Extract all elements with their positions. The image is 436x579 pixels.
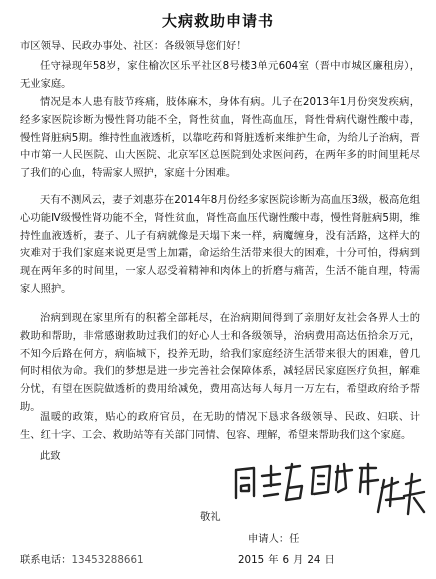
date-month-label: 月 — [293, 554, 304, 566]
contact-label: 联系电话： — [20, 554, 72, 566]
paragraph-3: 天有不测风云，妻子刘惠芬在2014年8月份经多家医院诊断为高血压3级，极高危组心功能Ⅳ级慢性肾功能不全，肾性贫血，肾性高血压代谢性酸中毒，慢性肾脏病5期，维持性血液透析，妻子、儿子有病就像是天塌下来一样，病魔缠身，没有活路，这样大的灾难对于我们家庭来说更是雪上加霜，命运给生活带来很大的困难，十分可怕，得病到现在两年多的时间里，一家人忍受着精神和肉体上的折磨与痛苦，生活不能自理，特需家人照护。 — [20, 194, 420, 295]
contact-info — [20, 551, 144, 566]
date-day: 24 — [307, 554, 321, 566]
handwritten-signature — [228, 458, 428, 526]
paragraph-4: 治病到现在家里所有的积蓄全部耗尽，在治病期间得到了亲朋好友社会各界人士的救助和帮助，非常感谢救助过我们的好心人士和各级领导，治病费用高达伍拾余万元，不知今后路在何方，病临城下，投养无助，给我们家庭经济生活带来很大的困难，曾几何时相依为命。我们的梦想是进一步完善社会保障体系，减轻居民家庭医疗负担，解难分忧，有望在医院做透析的费用给减免，费用高达每人每月一万左右，希望政府给予帮助。 — [20, 312, 420, 413]
paragraph-2: 情况是本人患有肢节疼痛，肢体麻木，身体有病。儿子在2013年1月份突发疾病，经多家医院诊断为慢性肾功能不全，肾性贫血，肾性高血压，肾性骨病代谢性酸中毒，慢性肾脏病5期。维持性血液透析，以靠吃药和肾脏透析来维护生命，为给儿子治病，晋中市第一人民医院、山大医院、北京军区总医院到处求医问药，在两年多的时间里耗尽了我们的心血，特需家人照护，家庭十分困难。 — [20, 96, 420, 180]
paragraph-1: 任守禄现年58岁，家住榆次区乐平社区8号楼3单元604室（晋中市城区廉租房），无业家庭。 — [20, 60, 420, 90]
date-year-label: 年 — [268, 554, 279, 566]
contact-phone: 13453288661 — [71, 554, 144, 566]
applicant-label: 申请人：任 — [248, 533, 300, 545]
document-title: 大病救助申请书 — [161, 12, 274, 30]
date-month: 6 — [282, 554, 290, 566]
salutation: 市区领导、民政办事处、社区：各级领导您们好！ — [20, 40, 247, 52]
date-day-label: 日 — [324, 554, 335, 566]
regards-text: 敬礼 — [200, 511, 221, 523]
date — [238, 551, 339, 566]
date-year: 2015 — [238, 554, 265, 566]
closing-text: 此致 — [40, 450, 61, 462]
paragraph-5: 温暖的政策，贴心的政府官员，在无助的情况下恳求各级领导、民政、妇联、计生、红十字、工会、救助站等有关部门同情、包容、理解，希望来帮助我们这个家庭。 — [20, 411, 420, 441]
